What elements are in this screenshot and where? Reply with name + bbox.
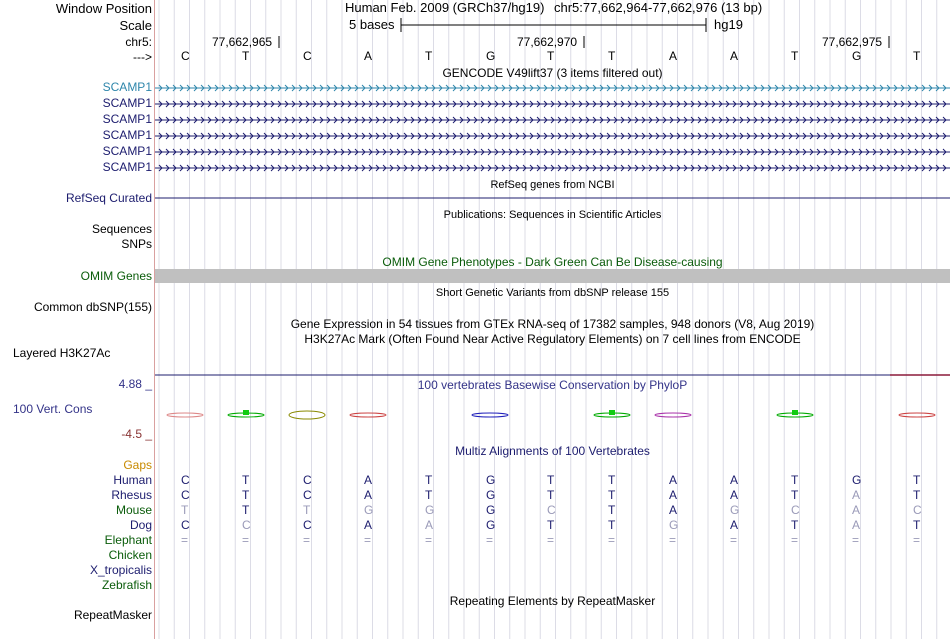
gencode-track-title: GENCODE V49lift37 (3 items filtered out) xyxy=(442,66,663,80)
alignment-base: = xyxy=(486,533,494,547)
alignment-base: A xyxy=(669,488,678,502)
alignment-base: T xyxy=(608,503,616,517)
omim-gene-bar[interactable] xyxy=(155,269,950,283)
alignment-base: T xyxy=(608,473,616,487)
alignment-base: A xyxy=(730,488,739,502)
alignment-base: = xyxy=(791,533,799,547)
alignment-base: A xyxy=(669,473,678,487)
track-label-100-vert-cons[interactable]: 100 Vert. Cons xyxy=(13,402,93,416)
alignment-base: A xyxy=(730,518,739,532)
scale-label: Scale xyxy=(119,18,152,33)
track-label-gaps: Gaps xyxy=(123,458,152,472)
scamp1-transcript-line[interactable] xyxy=(155,133,950,139)
track-label-scamp1[interactable]: SCAMP1 xyxy=(102,128,152,142)
scamp1-transcripts[interactable] xyxy=(155,78,950,178)
omim-track-title: OMIM Gene Phenotypes - Dark Green Can Be Disease-causing xyxy=(382,255,723,269)
phylop-score-mark xyxy=(289,411,325,419)
alignment-base: T xyxy=(608,488,616,502)
track-label-sequences[interactable]: Sequences xyxy=(91,222,152,236)
species-label-chicken: Chicken xyxy=(108,548,152,562)
alignment-base: T xyxy=(425,473,433,487)
alignment-base: T xyxy=(913,518,921,532)
reference-base: T xyxy=(791,49,799,63)
scamp1-transcript-line[interactable] xyxy=(155,165,950,171)
gtex-track-title: Gene Expression in 54 tissues from GTEx RNA-seq of 17382 samples, 948 donors (V8, Aug 2019) xyxy=(290,317,815,331)
phylop-track-title: 100 vertebrates Basewise Conservation by PhyloP xyxy=(417,378,688,392)
assembly-text: Human Feb. 2009 (GRCh37/hg19) xyxy=(345,0,545,15)
cons-axis-top: 4.88 _ xyxy=(118,377,152,391)
track-label-refseq-curated[interactable]: RefSeq Curated xyxy=(65,191,152,205)
species-label-dog: Dog xyxy=(129,518,152,532)
alignment-base: T xyxy=(608,518,616,532)
chrom-label: chr5: xyxy=(125,35,152,49)
track-label-scamp1[interactable]: SCAMP1 xyxy=(102,160,152,174)
scamp1-transcript-line[interactable] xyxy=(155,85,950,91)
h3k27ac-baseline xyxy=(155,373,950,377)
track-label-layered-h3k27ac[interactable]: Layered H3K27Ac xyxy=(13,346,111,360)
alignment-base: = xyxy=(669,533,677,547)
scamp1-transcript-line[interactable] xyxy=(155,117,950,123)
track-label-omim-genes[interactable]: OMIM Genes xyxy=(80,269,152,283)
alignment-base: T xyxy=(913,473,921,487)
phylop-score-mark xyxy=(899,413,935,417)
alignment-base: C xyxy=(181,473,190,487)
reference-base: G xyxy=(486,49,496,63)
alignment-base: = xyxy=(730,533,738,547)
ruler-ticks xyxy=(155,0,950,50)
phylop-score-mark xyxy=(655,413,691,417)
species-label-zebrafish: Zebrafish xyxy=(101,578,152,592)
repeatmasker-track-title: Repeating Elements by RepeatMasker xyxy=(449,594,656,608)
alignment-base: G xyxy=(669,518,679,532)
alignment-base: T xyxy=(242,503,250,517)
alignment-base: T xyxy=(242,488,250,502)
alignment-base: C xyxy=(181,518,190,532)
species-label-x-tropicalis: X_tropicalis xyxy=(89,563,152,577)
h3k27ac-track-title: H3K27Ac Mark (Often Found Near Active Regulatory Elements) on 7 cell lines from ENCODE xyxy=(304,332,801,346)
alignment-base: A xyxy=(364,473,373,487)
alignment-base: T xyxy=(791,518,799,532)
reference-base: T xyxy=(608,49,616,63)
reference-base: G xyxy=(852,49,862,63)
phylop-score-mark xyxy=(792,410,798,415)
alignment-base: G xyxy=(486,518,496,532)
alignment-base: = xyxy=(364,533,372,547)
alignment-base: T xyxy=(303,503,311,517)
track-label-repeatmasker[interactable]: RepeatMasker xyxy=(73,608,152,622)
browser-image[interactable] xyxy=(155,0,950,639)
position-text: chr5:77,662,964-77,662,976 (13 bp) xyxy=(554,0,763,15)
cons-axis-bottom: -4.5 _ xyxy=(121,427,152,441)
alignment-base: C xyxy=(303,473,312,487)
phylop-score-mark xyxy=(472,413,508,417)
ruler-tick-label: 77,662,975 xyxy=(822,35,883,49)
reference-base: T xyxy=(425,49,433,63)
alignment-base: A xyxy=(852,488,861,502)
multiz-track-title: Multiz Alignments of 100 Vertebrates xyxy=(455,444,650,458)
reference-base: A xyxy=(364,49,373,63)
alignment-base: A xyxy=(730,473,739,487)
window-position-label: Window Position xyxy=(55,1,152,16)
alignment-base: T xyxy=(425,488,433,502)
reference-base: A xyxy=(730,49,739,63)
scale-db-text: hg19 xyxy=(714,17,743,32)
alignment-base: G xyxy=(730,503,740,517)
alignment-base: C xyxy=(913,503,922,517)
alignment-base: T xyxy=(547,488,555,502)
alignment-base: = xyxy=(181,533,189,547)
phylop-score-mark xyxy=(243,410,249,415)
phylop-score-mark xyxy=(609,410,615,415)
species-label-elephant: Elephant xyxy=(104,533,152,547)
alignment-base: = xyxy=(608,533,616,547)
alignment-base: G xyxy=(852,473,862,487)
alignment-base: T xyxy=(791,488,799,502)
alignment-base: T xyxy=(791,473,799,487)
species-label-rhesus: Rhesus xyxy=(111,488,152,502)
alignment-base: T xyxy=(547,473,555,487)
phylop-conservation-plot[interactable] xyxy=(155,400,950,440)
alignment-base: G xyxy=(486,488,496,502)
alignment-base: T xyxy=(547,518,555,532)
alignment-base: A xyxy=(852,518,861,532)
refseq-track-title: RefSeq genes from NCBI xyxy=(490,179,615,191)
scamp1-transcript-line[interactable] xyxy=(155,101,950,107)
refseq-gene-line[interactable] xyxy=(155,196,950,200)
alignment-base: = xyxy=(425,533,433,547)
alignment-base: G xyxy=(425,503,435,517)
track-label-scamp1[interactable]: SCAMP1 xyxy=(102,112,152,126)
alignment-base: A xyxy=(364,488,373,502)
alignment-base: T xyxy=(242,473,250,487)
phylop-score-mark xyxy=(167,413,203,417)
alignment-base: C xyxy=(242,518,251,532)
track-label-snps[interactable]: SNPs xyxy=(121,237,152,251)
alignment-base: A xyxy=(669,503,678,517)
reference-base: C xyxy=(181,49,190,63)
ruler-tick-label: 77,662,965 xyxy=(212,35,273,49)
dbsnp-track-title: Short Genetic Variants from dbSNP release 155 xyxy=(435,287,670,299)
phylop-score-mark xyxy=(350,413,386,417)
reference-base: C xyxy=(303,49,312,63)
reference-base: A xyxy=(669,49,678,63)
scamp1-transcript-line[interactable] xyxy=(155,149,950,155)
publications-track-title: Publications: Sequences in Scientific Articles xyxy=(443,209,662,221)
alignment-base: G xyxy=(486,473,496,487)
alignment-base: = xyxy=(303,533,311,547)
track-label-scamp1[interactable]: SCAMP1 xyxy=(102,144,152,158)
reference-base: T xyxy=(242,49,250,63)
alignment-base: C xyxy=(181,488,190,502)
alignment-base: = xyxy=(547,533,555,547)
track-label-column xyxy=(0,0,154,639)
alignment-base: C xyxy=(791,503,800,517)
alignment-base: G xyxy=(486,503,496,517)
alignment-base: T xyxy=(913,488,921,502)
reference-base: T xyxy=(913,49,921,63)
alignment-base: C xyxy=(303,518,312,532)
species-label-mouse: Mouse xyxy=(115,503,152,517)
scale-bar-text: 5 bases xyxy=(349,17,395,32)
alignment-base: A xyxy=(852,503,861,517)
alignment-base: = xyxy=(913,533,921,547)
alignment-base: C xyxy=(303,488,312,502)
alignment-base: = xyxy=(242,533,250,547)
alignment-base: = xyxy=(852,533,860,547)
strand-label: ---> xyxy=(133,50,152,64)
alignment-base: A xyxy=(364,518,373,532)
alignment-base: A xyxy=(425,518,434,532)
reference-base: T xyxy=(547,49,555,63)
ruler-tick-label: 77,662,970 xyxy=(517,35,578,49)
alignment-base: G xyxy=(364,503,374,517)
species-label-human: Human xyxy=(113,473,152,487)
track-label-common-dbsnp[interactable]: Common dbSNP(155) xyxy=(33,300,152,314)
alignment-base: C xyxy=(547,503,556,517)
track-label-scamp1[interactable]: SCAMP1 xyxy=(102,80,152,94)
alignment-base: T xyxy=(181,503,189,517)
track-label-scamp1[interactable]: SCAMP1 xyxy=(102,96,152,110)
